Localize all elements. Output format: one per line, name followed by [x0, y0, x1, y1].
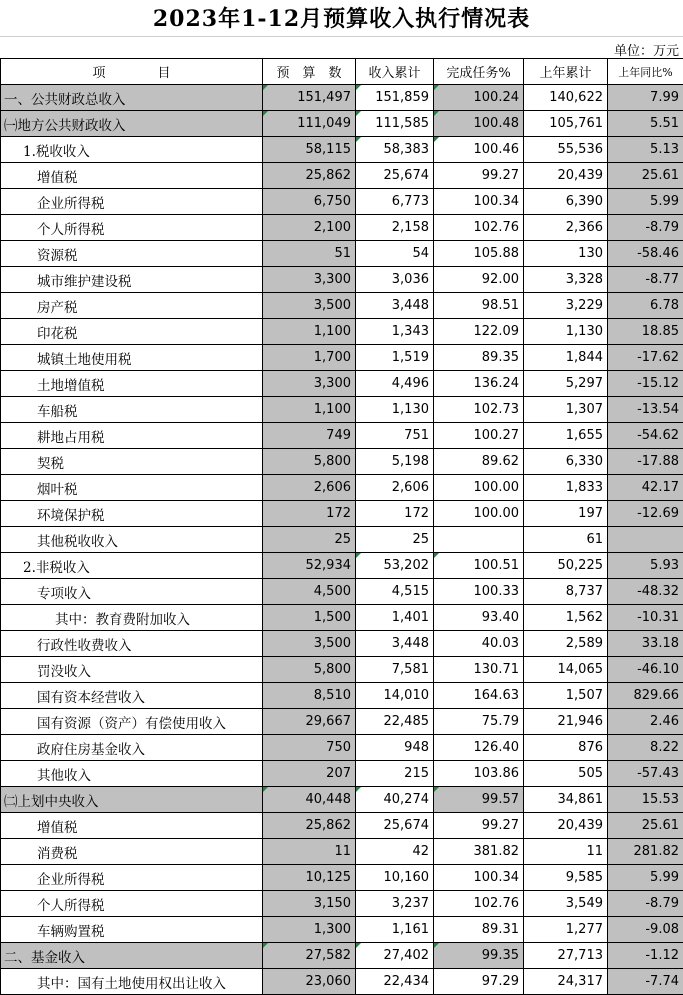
cell-completion-rate: 164.63 [434, 683, 524, 709]
table-row [1, 527, 683, 553]
cell-budget: 1,500 [263, 605, 356, 631]
cell-completion-rate: 98.51 [434, 293, 524, 319]
cell-cumulative: 22,485 [356, 709, 434, 735]
cell-item-name: 增值税 [1, 163, 263, 189]
cell-cumulative: 53,202 [356, 553, 434, 579]
cell-item-name: 其他收入 [1, 761, 263, 787]
revenue-table [0, 58, 683, 995]
cell-completion-rate: 97.29 [434, 969, 524, 995]
cell-cumulative: 1,401 [356, 605, 434, 631]
cell-budget: 3,500 [263, 631, 356, 657]
cell-yoy: 15.53 [608, 787, 683, 813]
table-row [1, 839, 683, 865]
page-title: 2023年1-12月预算收入执行情况表 [152, 6, 531, 32]
cell-cumulative: 54 [356, 241, 434, 267]
cell-cumulative: 7,581 [356, 657, 434, 683]
cell-completion-rate: 100.34 [434, 865, 524, 891]
cell-budget: 40,448 [263, 787, 356, 813]
cell-budget: 151,497 [263, 85, 356, 111]
cell-yoy: -13.54 [608, 397, 683, 423]
cell-budget: 52,934 [263, 553, 356, 579]
cell-yoy: -8.79 [608, 891, 683, 917]
cell-prev-cumulative: 1,307 [524, 397, 608, 423]
cell-cumulative: 42 [356, 839, 434, 865]
header-prev-cumulative: 上年累计 [524, 59, 608, 85]
cell-yoy: 25.61 [608, 163, 683, 189]
cell-item-name: 国有资源（资产）有偿使用收入 [1, 709, 263, 735]
cell-item-name: 罚没收入 [1, 657, 263, 683]
table-row [1, 579, 683, 605]
cell-completion-rate: 130.71 [434, 657, 524, 683]
table-row [1, 111, 683, 137]
cell-yoy: -10.31 [608, 605, 683, 631]
cell-yoy: 5.99 [608, 189, 683, 215]
cell-item-name: 1.税收收入 [1, 137, 263, 163]
cell-cumulative: 25,674 [356, 813, 434, 839]
cell-completion-rate: 100.24 [434, 85, 524, 111]
cell-item-name: 企业所得税 [1, 189, 263, 215]
cell-prev-cumulative: 140,622 [524, 85, 608, 111]
cell-prev-cumulative: 130 [524, 241, 608, 267]
cell-prev-cumulative: 3,229 [524, 293, 608, 319]
cell-prev-cumulative: 105,761 [524, 111, 608, 137]
cell-yoy: 7.99 [608, 85, 683, 111]
cell-completion-rate: 381.82 [434, 839, 524, 865]
cell-cumulative: 4,496 [356, 371, 434, 397]
cell-item-name: 二、基金收入 [1, 943, 263, 969]
cell-prev-cumulative: 20,439 [524, 813, 608, 839]
cell-yoy: -9.08 [608, 917, 683, 943]
cell-cumulative: 3,237 [356, 891, 434, 917]
cell-yoy [608, 527, 683, 553]
cell-budget: 11 [263, 839, 356, 865]
cell-yoy: -15.12 [608, 371, 683, 397]
cell-budget: 3,150 [263, 891, 356, 917]
cell-budget: 5,800 [263, 657, 356, 683]
cell-item-name: 其中：教育费附加收入 [1, 605, 263, 631]
cell-completion-rate: 100.00 [434, 501, 524, 527]
cell-cumulative: 4,515 [356, 579, 434, 605]
cell-completion-rate: 100.33 [434, 579, 524, 605]
cell-cumulative: 215 [356, 761, 434, 787]
cell-prev-cumulative: 2,366 [524, 215, 608, 241]
cell-prev-cumulative: 2,589 [524, 631, 608, 657]
cell-completion-rate: 89.35 [434, 345, 524, 371]
table-row [1, 813, 683, 839]
cell-budget: 3,500 [263, 293, 356, 319]
cell-item-name: 增值税 [1, 813, 263, 839]
cell-cumulative: 40,274 [356, 787, 434, 813]
cell-item-name: 资源税 [1, 241, 263, 267]
cell-yoy: 5.99 [608, 865, 683, 891]
cell-yoy: -17.62 [608, 345, 683, 371]
cell-item-name: 城镇土地使用税 [1, 345, 263, 371]
cell-completion-rate [434, 527, 524, 553]
cell-completion-rate: 126.40 [434, 735, 524, 761]
cell-yoy: -48.32 [608, 579, 683, 605]
table-row [1, 657, 683, 683]
cell-completion-rate: 99.35 [434, 943, 524, 969]
cell-completion-rate: 40.03 [434, 631, 524, 657]
table-body [1, 85, 683, 995]
cell-prev-cumulative: 20,439 [524, 163, 608, 189]
cell-completion-rate: 99.27 [434, 813, 524, 839]
cell-completion-rate: 100.34 [434, 189, 524, 215]
cell-budget: 1,100 [263, 397, 356, 423]
cell-cumulative: 6,773 [356, 189, 434, 215]
cell-completion-rate: 100.51 [434, 553, 524, 579]
header-yoy: 上年同比% [608, 59, 683, 85]
cell-completion-rate: 136.24 [434, 371, 524, 397]
cell-cumulative: 14,010 [356, 683, 434, 709]
cell-yoy: 281.82 [608, 839, 683, 865]
cell-budget: 58,115 [263, 137, 356, 163]
cell-completion-rate: 93.40 [434, 605, 524, 631]
cell-prev-cumulative: 8,737 [524, 579, 608, 605]
cell-budget: 5,800 [263, 449, 356, 475]
cell-cumulative: 948 [356, 735, 434, 761]
table-row [1, 163, 683, 189]
cell-cumulative: 58,383 [356, 137, 434, 163]
table-row [1, 215, 683, 241]
table-row [1, 605, 683, 631]
cell-prev-cumulative: 55,536 [524, 137, 608, 163]
cell-cumulative: 25,674 [356, 163, 434, 189]
header-row [1, 59, 683, 85]
cell-budget: 2,100 [263, 215, 356, 241]
cell-yoy: -1.12 [608, 943, 683, 969]
cell-completion-rate: 102.73 [434, 397, 524, 423]
cell-cumulative: 1,130 [356, 397, 434, 423]
cell-cumulative: 3,448 [356, 293, 434, 319]
table-row [1, 267, 683, 293]
cell-prev-cumulative: 3,328 [524, 267, 608, 293]
table-row [1, 501, 683, 527]
table-row [1, 891, 683, 917]
cell-item-name: 个人所得税 [1, 891, 263, 917]
cell-budget: 51 [263, 241, 356, 267]
cell-completion-rate: 99.27 [434, 163, 524, 189]
cell-item-name: 车船税 [1, 397, 263, 423]
cell-cumulative: 2,158 [356, 215, 434, 241]
cell-yoy: -17.88 [608, 449, 683, 475]
header-item: 项 目 [1, 59, 263, 85]
cell-item-name: 专项收入 [1, 579, 263, 605]
cell-item-name: ㈡上划中央收入 [1, 787, 263, 813]
cell-yoy: 8.22 [608, 735, 683, 761]
cell-budget: 3,300 [263, 267, 356, 293]
cell-item-name: 消费税 [1, 839, 263, 865]
cell-budget: 29,667 [263, 709, 356, 735]
cell-yoy: 42.17 [608, 475, 683, 501]
cell-item-name: 一、公共财政总收入 [1, 85, 263, 111]
table-row [1, 865, 683, 891]
cell-cumulative: 751 [356, 423, 434, 449]
cell-budget: 25 [263, 527, 356, 553]
cell-completion-rate: 75.79 [434, 709, 524, 735]
cell-prev-cumulative: 1,562 [524, 605, 608, 631]
cell-completion-rate: 89.31 [434, 917, 524, 943]
cell-item-name: 其中：国有土地使用权出让收入 [1, 969, 263, 995]
cell-budget: 111,049 [263, 111, 356, 137]
cell-prev-cumulative: 24,317 [524, 969, 608, 995]
unit-row [0, 36, 683, 59]
cell-completion-rate: 100.00 [434, 475, 524, 501]
cell-prev-cumulative: 197 [524, 501, 608, 527]
cell-item-name: 企业所得税 [1, 865, 263, 891]
cell-prev-cumulative: 5,297 [524, 371, 608, 397]
table-row [1, 553, 683, 579]
cell-prev-cumulative: 34,861 [524, 787, 608, 813]
cell-yoy: -8.79 [608, 215, 683, 241]
cell-yoy: 2.46 [608, 709, 683, 735]
cell-budget: 25,862 [263, 813, 356, 839]
cell-budget: 23,060 [263, 969, 356, 995]
table-row [1, 761, 683, 787]
cell-prev-cumulative: 1,277 [524, 917, 608, 943]
cell-item-name: 国有资本经营收入 [1, 683, 263, 709]
cell-prev-cumulative: 505 [524, 761, 608, 787]
cell-prev-cumulative: 1,655 [524, 423, 608, 449]
header-budget: 预 算 数 [263, 59, 356, 85]
cell-item-name: 环境保护税 [1, 501, 263, 527]
cell-yoy: -57.43 [608, 761, 683, 787]
cell-yoy: -8.77 [608, 267, 683, 293]
cell-cumulative: 1,343 [356, 319, 434, 345]
table-row [1, 787, 683, 813]
cell-completion-rate: 122.09 [434, 319, 524, 345]
cell-item-name: 房产税 [1, 293, 263, 319]
table-row [1, 371, 683, 397]
cell-item-name: 其他税收收入 [1, 527, 263, 553]
table-row [1, 709, 683, 735]
cell-budget: 172 [263, 501, 356, 527]
cell-item-name: 土地增值税 [1, 371, 263, 397]
cell-prev-cumulative: 876 [524, 735, 608, 761]
cell-budget: 750 [263, 735, 356, 761]
cell-budget: 1,700 [263, 345, 356, 371]
table-row [1, 397, 683, 423]
cell-budget: 4,500 [263, 579, 356, 605]
cell-budget: 6,750 [263, 189, 356, 215]
cell-yoy: -46.10 [608, 657, 683, 683]
cell-completion-rate: 103.86 [434, 761, 524, 787]
cell-prev-cumulative: 21,946 [524, 709, 608, 735]
cell-completion-rate: 89.62 [434, 449, 524, 475]
cell-completion-rate: 105.88 [434, 241, 524, 267]
cell-item-name: 2.非税收入 [1, 553, 263, 579]
table-row [1, 475, 683, 501]
table-row [1, 423, 683, 449]
cell-budget: 8,510 [263, 683, 356, 709]
cell-yoy: 18.85 [608, 319, 683, 345]
table-row [1, 683, 683, 709]
cell-item-name: 车辆购置税 [1, 917, 263, 943]
cell-budget: 2,606 [263, 475, 356, 501]
cell-prev-cumulative: 1,507 [524, 683, 608, 709]
cell-item-name: ㈠地方公共财政收入 [1, 111, 263, 137]
table-row [1, 449, 683, 475]
table-row [1, 735, 683, 761]
cell-cumulative: 5,198 [356, 449, 434, 475]
cell-yoy: 5.13 [608, 137, 683, 163]
cell-completion-rate: 102.76 [434, 891, 524, 917]
cell-prev-cumulative: 3,549 [524, 891, 608, 917]
table-row [1, 319, 683, 345]
table-row [1, 631, 683, 657]
table-row [1, 85, 683, 111]
cell-prev-cumulative: 61 [524, 527, 608, 553]
table-row [1, 917, 683, 943]
cell-cumulative: 3,036 [356, 267, 434, 293]
cell-prev-cumulative: 50,225 [524, 553, 608, 579]
cell-completion-rate: 102.76 [434, 215, 524, 241]
cell-budget: 10,125 [263, 865, 356, 891]
cell-prev-cumulative: 1,130 [524, 319, 608, 345]
cell-yoy: -7.74 [608, 969, 683, 995]
unit-label: 单位：万元 [613, 44, 679, 59]
cell-cumulative: 10,160 [356, 865, 434, 891]
table-row [1, 189, 683, 215]
cell-completion-rate: 100.46 [434, 137, 524, 163]
cell-cumulative: 1,519 [356, 345, 434, 371]
cell-item-name: 契税 [1, 449, 263, 475]
cell-cumulative: 2,606 [356, 475, 434, 501]
cell-item-name: 烟叶税 [1, 475, 263, 501]
cell-completion-rate: 100.27 [434, 423, 524, 449]
table-row [1, 241, 683, 267]
cell-budget: 207 [263, 761, 356, 787]
cell-prev-cumulative: 11 [524, 839, 608, 865]
cell-prev-cumulative: 14,065 [524, 657, 608, 683]
table-row [1, 969, 683, 995]
cell-completion-rate: 99.57 [434, 787, 524, 813]
cell-cumulative: 172 [356, 501, 434, 527]
cell-cumulative: 25 [356, 527, 434, 553]
table-row [1, 137, 683, 163]
header-completion-rate: 完成任务% [434, 59, 524, 85]
cell-prev-cumulative: 27,713 [524, 943, 608, 969]
cell-yoy: 33.18 [608, 631, 683, 657]
cell-prev-cumulative: 6,390 [524, 189, 608, 215]
cell-item-name: 城市维护建设税 [1, 267, 263, 293]
cell-completion-rate: 92.00 [434, 267, 524, 293]
cell-prev-cumulative: 9,585 [524, 865, 608, 891]
table-row [1, 345, 683, 371]
table-row [1, 293, 683, 319]
cell-yoy: -58.46 [608, 241, 683, 267]
cell-prev-cumulative: 6,330 [524, 449, 608, 475]
cell-item-name: 印花税 [1, 319, 263, 345]
cell-cumulative: 151,859 [356, 85, 434, 111]
cell-yoy: 6.78 [608, 293, 683, 319]
cell-prev-cumulative: 1,844 [524, 345, 608, 371]
cell-cumulative: 27,402 [356, 943, 434, 969]
cell-yoy: 25.61 [608, 813, 683, 839]
cell-prev-cumulative: 1,833 [524, 475, 608, 501]
cell-budget: 3,300 [263, 371, 356, 397]
cell-cumulative: 1,161 [356, 917, 434, 943]
cell-item-name: 耕地占用税 [1, 423, 263, 449]
cell-budget: 1,100 [263, 319, 356, 345]
cell-yoy: 5.93 [608, 553, 683, 579]
cell-cumulative: 3,448 [356, 631, 434, 657]
cell-yoy: -54.62 [608, 423, 683, 449]
cell-item-name: 行政性收费收入 [1, 631, 263, 657]
cell-item-name: 个人所得税 [1, 215, 263, 241]
cell-budget: 749 [263, 423, 356, 449]
cell-item-name: 政府住房基金收入 [1, 735, 263, 761]
cell-cumulative: 111,585 [356, 111, 434, 137]
cell-yoy: 829.66 [608, 683, 683, 709]
cell-budget: 25,862 [263, 163, 356, 189]
header-cumulative: 收入累计 [356, 59, 434, 85]
table-row [1, 943, 683, 969]
cell-yoy: 5.51 [608, 111, 683, 137]
cell-budget: 27,582 [263, 943, 356, 969]
cell-yoy: -12.69 [608, 501, 683, 527]
cell-cumulative: 22,434 [356, 969, 434, 995]
cell-budget: 1,300 [263, 917, 356, 943]
cell-completion-rate: 100.48 [434, 111, 524, 137]
